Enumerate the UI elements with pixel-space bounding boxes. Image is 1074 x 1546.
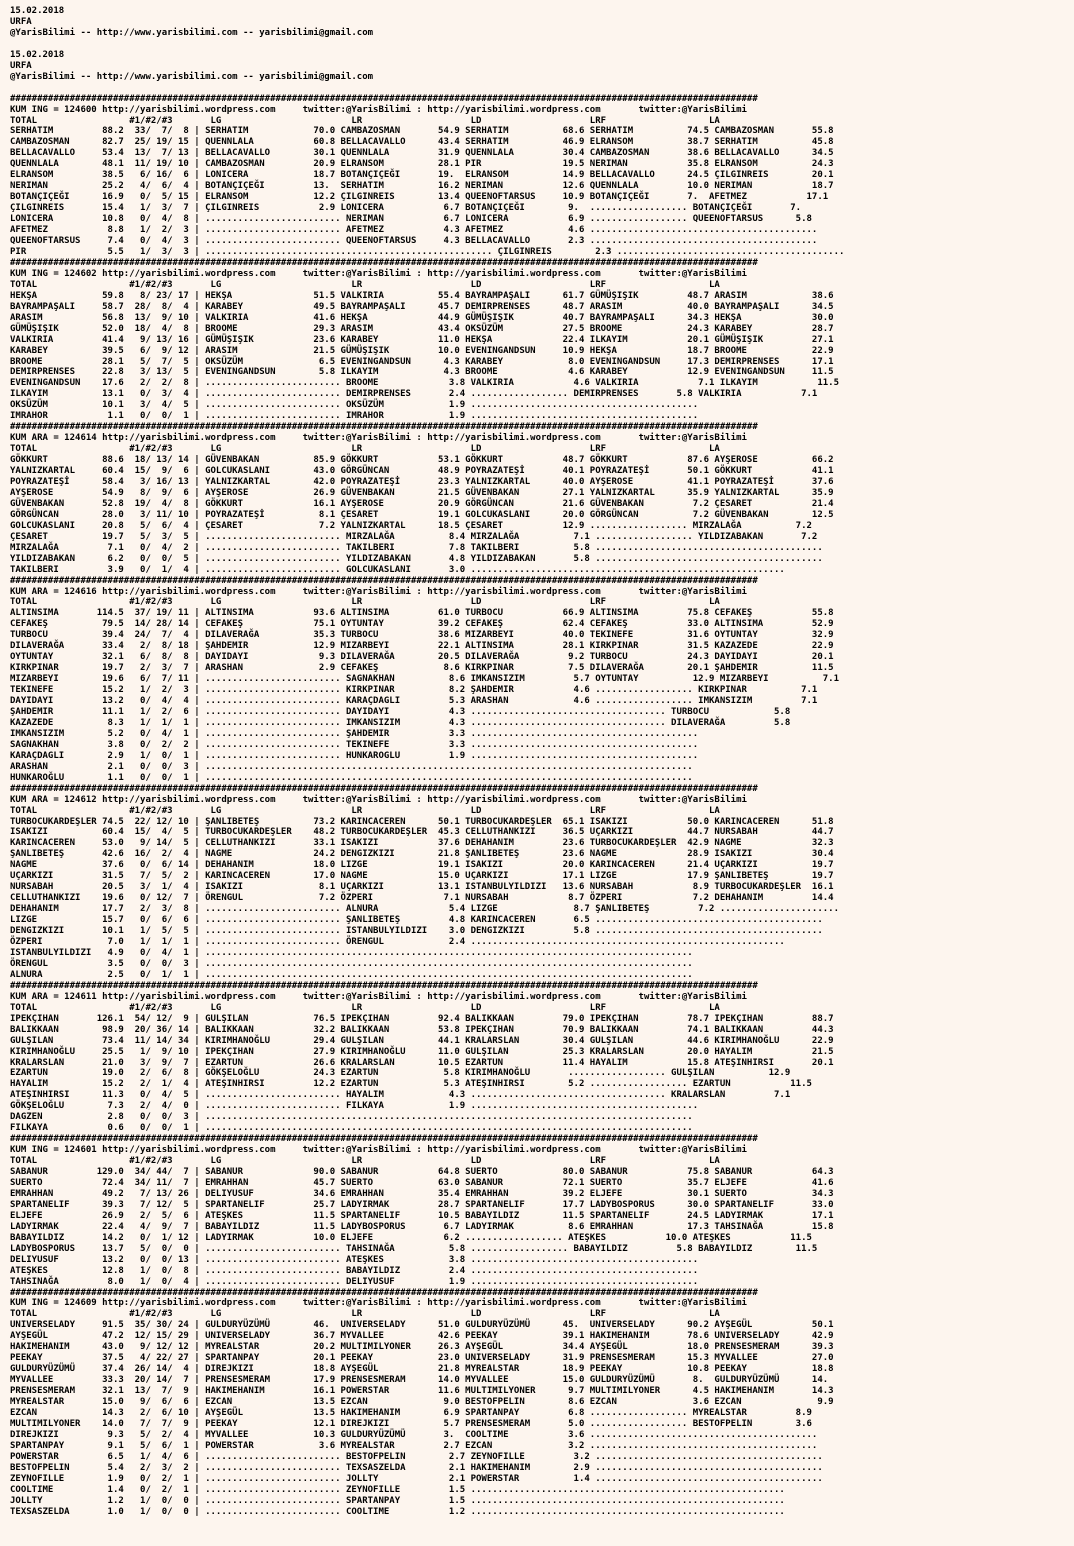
- table-row: QUENNLALA 48.1 11/ 19/ 10 | CAMBAZOSMAN 20.9 ELRANSOM 28.1 PIR 19.5 NERIMAN 35.8 ELRANSOM 24.3: [10, 159, 834, 170]
- table-row: UNIVERSELADY 91.5 35/ 30/ 24 | GULDURYÜZÜMÜ 46. UNIVERSELADY 51.0 GULDURYÜZÜMÜ 45. UNIVERSELADY 90.2 AYŞEGÜL 50.1: [10, 1320, 834, 1331]
- table-row: GÜMÜŞIŞIK 52.0 18/ 4/ 8 | BROOME 29.3 ARASIM 43.4 OKSÜZÜM 27.5 BROOME 24.3 KARABEY 28.7: [10, 323, 834, 334]
- table-row: BALIKKAAN 98.9 20/ 36/ 14 | BALIKKAAN 32.2 BALIKKAAN 53.8 IPEKÇIHAN 70.9 BALIKKAAN 74.1 BALIKKAAN 44.3: [10, 1024, 834, 1035]
- table-row: GULŞILAN 73.4 11/ 14/ 34 | KIRIMHANOĞLU 29.4 GULŞILAN 44.1 KRALARSLAN 30.4 GULŞILAN 44.6 KIRIMHANOĞLU 22.9: [10, 1035, 834, 1046]
- table-row: UÇARKIZI 31.5 7/ 5/ 2 | KARINCACEREN 17.0 NAGME 15.0 UÇARKIZI 17.1 LIZGE 17.9 ŞANLIBETEŞ 19.7: [10, 871, 834, 882]
- table-row: OKSÜZÜM 10.1 3/ 4/ 5 | ......................... OKSÜZÜM 1.9 ..........................................: [10, 400, 699, 411]
- table-row: EMRAHHAN 49.2 7/ 13/ 26 | DELIYUSUF 34.6 EMRAHHAN 35.4 EMRAHHAN 39.2 ELJEFE 30.1 SUERTO 34.3: [10, 1188, 834, 1199]
- separator-line: ##########################################################################################################################################: [10, 980, 758, 991]
- table-row: GÖRGÜNCAN 28.0 3/ 11/ 10 | POYRAZATEŞİ 8.1 ÇESARET 19.1 GOLCUKASLANI 20.0 GÖRGÜNCAN 7.2 GÜVENBAKAN 12.5: [10, 509, 834, 520]
- separator-line: ##########################################################################################################################################: [10, 575, 758, 586]
- race-header-line: KUM ING = 124609 http://yarisbilimi.wordpress.com twitter:@YarisBilimi : http://yarisbilimi.wordpress.com twitter:@YarisBilimi: [10, 1298, 747, 1309]
- table-row: JOLLTY 1.2 1/ 0/ 0 | ......................... SPARTANPAY 1.5 ..........................................................: [10, 1495, 785, 1506]
- separator-line: ##########################################################################################################################################: [10, 1287, 758, 1298]
- table-row: ELJEFE 26.9 2/ 5/ 6 | ATEŞKES 11.5 SPARTANELIF 10.5 BABAYILDIZ 11.5 SPARTANELIF 24.5 LADYIRMAK 17.1: [10, 1210, 834, 1221]
- table-row: CEFAKEŞ 79.5 14/ 28/ 14 | CEFAKEŞ 75.1 OYTUNTAY 39.2 CEFAKEŞ 62.4 CEFAKEŞ 33.0 ALTINSIMA 52.9: [10, 619, 834, 630]
- table-row: LADYBOSPORUS 13.7 5/ 0/ 0 | ......................... TAHSINAĞA 5.8 .................. BABAYILDIZ 5.8 BABAYILDIZ 11.5: [10, 1243, 818, 1254]
- table-row: MIRZALAĞA 7.1 0/ 4/ 2 | ......................... TAKILBERI 7.8 TAKILBERI 5.8 ..........................................: [10, 542, 823, 553]
- table-row: SPARTANELIF 39.3 7/ 12/ 5 | SPARTANELIF 25.7 LADYIRMAK 28.7 SPARTANELIF 17.7 LADYBOSPORUS 30.0 SPARTANELIF 33.0: [10, 1199, 834, 1210]
- table-row: YILDIZABAKAN 6.2 0/ 0/ 5 | ......................... YILDIZABAKAN 4.8 YILDIZABAKAN 5.8 ..........................................: [10, 553, 823, 564]
- header-date: 15.02.2018: [10, 6, 65, 16]
- separator-line: ##########################################################################################################################################: [10, 93, 758, 104]
- race-tables: [10, 94, 1074, 1518]
- table-row: KARABEY 39.5 6/ 9/ 12 | ARASIM 21.5 GÜMÜŞIŞIK 10.0 EVENINGANDSUN 10.9 HEKŞA 18.7 BROOME 22.9: [10, 345, 834, 356]
- table-row: ATEŞINHIRSI 11.3 0/ 4/ 5 | ......................... HAYALIM 4.3 .................................... KRALARSLAN 7.1: [10, 1090, 791, 1101]
- table-row: TAKILBERI 3.9 0/ 1/ 4 | ......................... GOLCUKASLANI 3.0 ..........................................................: [10, 564, 785, 575]
- table-row: ARASIM 56.8 13/ 9/ 10 | VALKIRIA 41.6 HEKŞA 44.9 GÜMÜŞIŞIK 40.7 BAYRAMPAŞALI 34.3 HEKŞA 30.0: [10, 312, 834, 323]
- table-row: DEMIRPRENSES 22.8 3/ 13/ 5 | EVENINGANDSUN 5.8 ILKAYIM 4.3 BROOME 4.6 KARABEY 12.9 EVENINGANDSUN 11.5: [10, 367, 834, 378]
- table-row: ARASHAN 2.1 0/ 0/ 3 | ..........................................................................................: [10, 761, 693, 772]
- table-row: POWERSTAR 6.5 1/ 4/ 6 | ......................... BESTOFPELIN 2.7 ZEYNOFILLE 3.2 ..........................................: [10, 1451, 823, 1462]
- table-row: ISTANBULYILDIZI 4.9 0/ 4/ 1 | ..........................................................................................: [10, 947, 693, 958]
- table-row: LIZGE 15.7 0/ 6/ 6 | ......................... ŞANLIBETEŞ 4.8 KARINCACEREN 6.5 ..........................................: [10, 915, 823, 926]
- header-contact: @YarisBilimi -- http://www.yarisbilimi.com -- yarisbilimi@gmail.com: [10, 71, 374, 82]
- table-row: MULTIMILYONER 14.0 7/ 7/ 9 | PEEKAY 12.1 DIREJKIZI 5.7 PRENSESMERAM 5.0 .................. BESTOFPELIN 3.6: [10, 1418, 812, 1429]
- table-row: GULDURYÜZÜMÜ 37.4 26/ 14/ 4 | DIREJKIZI 18.8 AYŞEGÜL 21.8 MYREALSTAR 18.9 PEEKAY 10.8 PEEKAY 18.8: [10, 1364, 834, 1375]
- table-row: AYŞEROSE 54.9 8/ 9/ 6 | AYŞEROSE 26.9 GÜVENBAKAN 21.5 GÜVENBAKAN 27.1 YALNIZKARTAL 35.9 YALNIZKARTAL 35.9: [10, 487, 834, 498]
- table-row: KRALARSLAN 21.0 3/ 9/ 7 | EZARTUN 26.6 KRALARSLAN 10.5 EZARTUN 11.4 HAYALIM 15.8 ATEŞINHIRSI 20.1: [10, 1057, 834, 1068]
- table-row: IPEKÇIHAN 126.1 54/ 12/ 9 | GULŞILAN 76.5 IPEKÇIHAN 92.4 BALIKKAAN 79.0 IPEKÇIHAN 78.7 IPEKÇIHAN 88.7: [10, 1013, 834, 1024]
- table-row: HUNKAROĞLU 1.1 0/ 0/ 1 | ..........................................................................................: [10, 772, 693, 783]
- table-row: VALKIRIA 41.4 9/ 13/ 16 | GÜMÜŞIŞIK 23.6 KARABEY 11.0 HEKŞA 22.4 ILKAYIM 20.1 GÜMÜŞIŞIK 27.1: [10, 334, 834, 345]
- table-row: LONICERA 10.8 0/ 4/ 8 | ......................... NERIMAN 6.7 LONICERA 6.9 .................. QUEENOFTARSUS 5.8: [10, 214, 812, 225]
- table-row: GOLCUKASLANI 20.8 5/ 6/ 4 | ÇESARET 7.2 YALNIZKARTAL 18.5 ÇESARET 12.9 .................. MIRZALAĞA 7.2: [10, 520, 812, 531]
- table-row: ATEŞKES 12.8 1/ 0/ 8 | ......................... BABAYILDIZ 2.4 ..........................................: [10, 1265, 699, 1276]
- table-row: AYŞEGÜL 47.2 12/ 15/ 29 | UNIVERSELADY 36.7 MYVALLEE 42.6 PEEKAY 39.1 HAKIMEHANIM 78.6 UNIVERSELADY 42.9: [10, 1331, 834, 1342]
- table-row: DAGZEN 2.8 0/ 0/ 3 | ..........................................................................................: [10, 1112, 693, 1123]
- header-city: URFA: [10, 60, 32, 71]
- table-row: DIREJKIZI 9.3 5/ 2/ 4 | MYVALLEE 10.3 GULDURYÜZÜMÜ 3. COOLTIME 3.6 ..........................................: [10, 1429, 818, 1440]
- table-row: ZEYNOFILLE 1.9 0/ 2/ 1 | ......................... JOLLTY 2.1 POWERSTAR 1.4 ..........................................: [10, 1473, 823, 1484]
- table-row: DEHAHANIM 17.7 2/ 3/ 8 | ......................... ALNURA 5.4 LIZGE 8.7 ŞANLIBETEŞ 7.2 ......................: [10, 904, 840, 915]
- header-city: URFA: [10, 16, 32, 27]
- table-row: HAYALIM 15.2 2/ 1/ 4 | ATEŞINHIRSI 12.2 EZARTUN 5.3 ATEŞINHIRSI 5.2 .................. EZARTUN 11.5: [10, 1079, 812, 1090]
- table-row: NAGME 37.6 0/ 6/ 14 | DEHAHANIM 18.0 LIZGE 19.1 ISAKIZI 20.0 KARINCACEREN 21.4 UÇARKIZI 19.7: [10, 860, 834, 871]
- table-row: CELLUTHANKIZI 19.6 0/ 12/ 7 | ÖRENGUL 7.2 ÖZPERI 7.1 NURSABAH 8.7 ÖZPERI 7.2 DEHAHANIM 14.4: [10, 893, 834, 904]
- table-row: KARAÇDAGLI 2.9 1/ 0/ 1 | ......................... HUNKAROGLU 1.9 ..........................................: [10, 750, 699, 761]
- separator-line: ##########################################################################################################################################: [10, 422, 758, 433]
- table-row: TEXSASZELDA 1.0 1/ 0/ 0 | ......................... COOLTIME 1.2 ..........................................................: [10, 1506, 785, 1517]
- table-row: BESTOFPELIN 5.4 2/ 3/ 2 | ......................... TEXSASZELDA 2.1 HAKIMEHANIM 2.9 ..........................................: [10, 1462, 823, 1473]
- table-row: SERHATIM 88.2 33/ 7/ 8 | SERHATIM 70.0 CAMBAZOSMAN 54.9 SERHATIM 68.6 SERHATIM 74.5 CAMBAZOSMAN 55.8: [10, 126, 834, 137]
- table-row: ŞAHDEMIR 11.1 1/ 2/ 6 | ......................... DAYIDAYI 4.3 .................................... TURBOCU 5.8: [10, 707, 791, 717]
- table-row: AFETMEZ 8.8 1/ 2/ 3 | ......................... AFETMEZ 4.3 AFETMEZ 4.6 ..........................................: [10, 225, 818, 236]
- table-row: ISAKIZI 60.4 15/ 4/ 5 | TURBOCUKARDEŞLER 48.2 TURBOCUKARDEŞLER 45.3 CELLUTHANKIZI 36.5 UÇARKIZI 44.7 NURSABAH 44.7: [10, 827, 834, 838]
- table-row: KIRKPINAR 19.7 2/ 3/ 7 | ARASHAN 2.9 CEFAKEŞ 8.6 KIRKPINAR 7.5 DILAVERAĞA 20.1 ŞAHDEMIR 11.5: [10, 663, 834, 674]
- table-row: ÇESARET 19.7 5/ 3/ 5 | ......................... MIRZALAĞA 8.4 MIRZALAĞA 7.1 .................. YILDIZABAKAN 7.2: [10, 531, 818, 542]
- table-row: SPARTANPAY 9.1 5/ 6/ 1 | POWERSTAR 3.6 MYREALSTAR 2.7 EZCAN 3.2 ..........................................: [10, 1440, 818, 1451]
- race-header-line: KUM ARA = 124614 http://yarisbilimi.wordpress.com twitter:@YarisBilimi : http://yarisbilimi.wordpress.com twitter:@YarisBilimi: [10, 433, 747, 444]
- table-row: TOTAL #1/#2/#3 LG LR LD LRF LA: [10, 1002, 720, 1013]
- table-row: NERIMAN 25.2 4/ 6/ 4 | BOTANÇIÇEĞI 13. SERHATIM 16.2 NERIMAN 12.6 QUENNLALA 10.0 NERIMAN 18.7: [10, 181, 834, 192]
- table-row: MIZARBEYI 19.6 6/ 7/ 11 | ......................... SAGNAKHAN 8.6 IMKANSIZIM 5.7 OYTUNTAY 12.9 MIZARBEYI 7.1: [10, 674, 840, 685]
- separator-line: ##########################################################################################################################################: [10, 257, 758, 268]
- table-row: COOLTIME 1.4 0/ 2/ 1 | ......................... ZEYNOFILLE 1.5 ..........................................................: [10, 1484, 785, 1495]
- table-row: GÖKŞELOĞLU 7.3 2/ 4/ 0 | ......................... FILKAYA 1.9 ..........................................: [10, 1101, 699, 1112]
- table-row: LADYIRMAK 22.4 4/ 9/ 7 | BABAYILDIZ 11.5 LADYBOSPORUS 6.7 LADYIRMAK 8.6 EMRAHHAN 17.3 TAHSINAĞA 15.8: [10, 1221, 834, 1232]
- separator-line: ##########################################################################################################################################: [10, 1134, 758, 1145]
- table-row: CAMBAZOSMAN 82.7 25/ 19/ 15 | QUENNLALA 60.8 BELLACAVALLO 43.4 SERHATIM 46.9 ELRANSOM 38.7 SERHATIM 45.8: [10, 137, 834, 148]
- table-row: ILKAYIM 13.1 0/ 3/ 4 | ......................... DEMIRPRENSES 2.4 .................. DEMIRPRENSES 5.8 VALKIRIA 7.1: [10, 389, 818, 400]
- header-contact: @YarisBilimi -- http://www.yarisbilimi.com -- yarisbilimi@gmail.com: [10, 27, 374, 38]
- table-row: TURBOCU 39.4 24/ 7/ 4 | DILAVERAĞA 35.3 TURBOCU 38.6 MIZARBEYI 40.0 TEKINEFE 31.6 OYTUNTAY 32.9: [10, 630, 834, 641]
- table-row: BAYRAMPAŞALI 58.7 28/ 8/ 4 | KARABEY 49.5 BAYRAMPAŞALI 45.7 DEMIRPRENSES 48.7 ARASIM 40.0 BAYRAMPAŞALI 34.5: [10, 301, 834, 312]
- table-row: KIRIMHANOĞLU 25.5 1/ 9/ 10 | IPEKÇIHAN 27.9 KIRIMHANOĞLU 11.0 GULŞILAN 25.3 KRALARSLAN 20.0 HAYALIM 21.5: [10, 1046, 834, 1057]
- table-row: PIR 5.5 1/ 3/ 3 | ..................................................... ÇILGINREIS 2.3 ..........................................: [10, 246, 845, 257]
- table-row: SAGNAKHAN 3.8 0/ 2/ 2 | ......................... TEKINEFE 3.3 ..........................................: [10, 739, 699, 750]
- table-row: TOTAL #1/#2/#3 LG LR LD LRF LA: [10, 1309, 720, 1320]
- table-row: ÖZPERI 7.0 1/ 1/ 1 | ......................... ÖRENGUL 2.4 ..........................................................: [10, 937, 785, 948]
- table-row: BABAYILDIZ 14.2 0/ 1/ 12 | LADYIRMAK 10.0 ELJEFE 6.2 .................. ATEŞKES 10.0 ATEŞKES 11.5: [10, 1232, 812, 1243]
- table-row: EZARTUN 19.0 2/ 6/ 8 | GÖKŞELOĞLU 24.3 EZARTUN 5.8 KIRIMHANOĞLU .................. GULŞILAN 12.9: [10, 1068, 791, 1079]
- table-row: DELIYUSUF 13.2 0/ 0/ 13 | ......................... ATEŞKES 3.8 ..........................................: [10, 1254, 699, 1265]
- table-row: TOTAL #1/#2/#3 LG LR LD LRF LA: [10, 597, 720, 608]
- table-row: QUEENOFTARSUS 7.4 0/ 4/ 3 | ......................... QUEENOFTARSUS 4.3 BELLACAVALLO 2.3 ..........................................: [10, 236, 818, 247]
- table-row: TURBOCUKARDEŞLER 74.5 22/ 12/ 10 | ŞANLIBETEŞ 73.2 KARINCACEREN 50.1 TURBOCUKARDEŞLER 65.1 ISAKIZI 50.0 KARINCACEREN 51.8: [10, 816, 834, 827]
- table-row: TEKINEFE 15.2 1/ 2/ 3 | ......................... KIRKPINAR 8.2 ŞAHDEMIR 4.6 .................. KIRKPINAR 7.1: [10, 685, 818, 696]
- table-row: DENGIZKIZI 10.1 1/ 5/ 5 | ......................... ISTANBULYILDIZI 3.0 DENGIZKIZI 5.8 ..........................................: [10, 926, 823, 937]
- table-row: MYVALLEE 33.3 20/ 14/ 7 | PRENSESMERAM 17.9 PRENSESMERAM 14.0 MYVALLEE 15.0 GULDURYÜZÜMÜ 8. GULDURYÜZÜMÜ 14.: [10, 1375, 829, 1386]
- table-row: ELRANSOM 38.5 6/ 16/ 6 | LONICERA 18.7 BOTANÇIÇEĞI 19. ELRANSOM 14.9 BELLACAVALLO 24.5 ÇILGINREIS 20.1: [10, 170, 834, 181]
- table-row: DILAVERAĞA 33.4 2/ 8/ 18 | ŞAHDEMIR 12.9 MIZARBEYI 22.1 ALTINSIMA 28.1 KIRKPINAR 31.5 KAZAZEDE 22.9: [10, 641, 834, 652]
- table-row: BELLACAVALLO 53.4 13/ 7/ 13 | BELLACAVALLO 30.1 QUENNLALA 31.9 QUENNLALA 30.4 CAMBAZOSMAN 38.6 BELLACAVALLO 34.5: [10, 148, 834, 159]
- table-row: SUERTO 72.4 34/ 11/ 7 | EMRAHHAN 45.7 SUERTO 63.0 SABANUR 72.1 SUERTO 35.7 ELJEFE 41.6: [10, 1177, 834, 1188]
- race-header-line: KUM ARA = 124612 http://yarisbilimi.wordpress.com twitter:@YarisBilimi : http://yarisbilimi.wordpress.com twitter:@YarisBilimi: [10, 794, 747, 805]
- table-row: GÖKKURT 88.6 18/ 13/ 14 | GÜVENBAKAN 85.9 GÖKKURT 53.1 GÖKKURT 48.7 GÖKKURT 87.6 AYŞEROSE 66.2: [10, 455, 834, 466]
- table-row: FILKAYA 0.6 0/ 0/ 1 | ..........................................................................................: [10, 1123, 693, 1134]
- table-row: GÜVENBAKAN 52.8 19/ 4/ 8 | GÖKKURT 16.1 AYŞEROSE 20.9 GÖRGÜNCAN 21.6 GÜVENBAKAN 7.2 ÇESARET 21.4: [10, 498, 834, 509]
- table-row: TOTAL #1/#2/#3 LG LR LD LRF LA: [10, 115, 720, 126]
- header-date: 15.02.2018: [10, 49, 65, 60]
- table-row: IMRAHOR 1.1 0/ 0/ 1 | ......................... IMRAHOR 1.9 ..........................................: [10, 411, 699, 422]
- table-row: TOTAL #1/#2/#3 LG LR LD LRF LA: [10, 444, 720, 455]
- table-row: ÖRENGUL 3.5 0/ 0/ 3 | ..........................................................................................: [10, 958, 693, 969]
- table-row: TOTAL #1/#2/#3 LG LR LD LRF LA: [10, 1156, 720, 1167]
- table-row: IMKANSIZIM 5.2 0/ 4/ 1 | ......................... ŞAHDEMIR 3.3 ..........................................: [10, 728, 699, 739]
- table-row: KAZAZEDE 8.3 1/ 1/ 1 | ......................... IMKANSIZIM 4.3 .................................... DILAVERAĞA 5.8: [10, 717, 791, 728]
- table-row: NURSABAH 20.5 3/ 1/ 4 | ISAKIZI 8.1 UÇARKIZI 13.1 ISTANBULYILDIZI 13.6 NURSABAH 8.9 TURBOCUKARDEŞLER 16.1: [10, 882, 834, 893]
- table-row: PEEKAY 37.5 4/ 22/ 27 | SPARTANPAY 20.1 PEEKAY 23.0 UNIVERSELADY 31.9 PRENSESMERAM 15.3 MYVALLEE 27.0: [10, 1353, 834, 1364]
- table-row: YALNIZKARTAL 60.4 15/ 9/ 6 | GOLCUKASLANI 43.0 GÖRGÜNCAN 48.9 POYRAZATEŞİ 40.1 POYRAZATEŞİ 50.1 GÖKKURT 41.1: [10, 466, 834, 477]
- table-row: ALNURA 2.5 0/ 1/ 1 | ..........................................................................................: [10, 969, 693, 980]
- table-row: HAKIMEHANIM 43.0 9/ 12/ 12 | MYREALSTAR 20.2 MULTIMILYONER 26.3 AYŞEGÜL 34.4 AYŞEGÜL 18.0 PRENSESMERAM 39.3: [10, 1342, 834, 1353]
- table-row: OYTUNTAY 32.1 6/ 8/ 8 | DAYIDAYI 9.3 DILAVERAĞA 20.5 DILAVERAĞA 9.2 TURBOCU 24.3 DAYIDAYI 20.1: [10, 652, 834, 663]
- table-row: BROOME 28.1 5/ 7/ 5 | OKSÜZÜM 6.5 EVENINGANDSUN 4.3 KARABEY 8.0 EVENINGANDSUN 17.3 DEMIRPRENSES 17.1: [10, 356, 834, 367]
- table-row: ÇILGINREIS 15.4 1/ 3/ 7 | ÇILGINREIS 2.9 LONICERA 6.7 BOTANÇIÇEĞI 9. .................. BOTANÇIÇEĞI 7.: [10, 203, 802, 214]
- table-row: BOTANÇIÇEĞI 16.9 0/ 5/ 15 | ELRANSOM 12.2 ÇILGINREIS 13.4 QUEENOFTARSUS 10.9 BOTANÇIÇEĞI 7. AFETMEZ 17.1: [10, 192, 829, 203]
- table-row: SABANUR 129.0 34/ 44/ 7 | SABANUR 90.0 SABANUR 64.8 SUERTO 80.0 SABANUR 75.8 SABANUR 64.3: [10, 1167, 834, 1178]
- table-row: EZCAN 14.3 2/ 6/ 10 | AYŞEGÜL 13.5 HAKIMEHANIM 6.9 SPARTANPAY 6.8 .................. MYREALSTAR 8.9: [10, 1408, 812, 1418]
- race-header-line: KUM ARA = 124616 http://yarisbilimi.wordpress.com twitter:@YarisBilimi : http://yarisbilimi.wordpress.com twitter:@YarisBilimi: [10, 586, 747, 597]
- table-row: HEKŞA 59.8 8/ 23/ 17 | HEKŞA 51.5 VALKIRIA 55.4 BAYRAMPAŞALI 61.7 GÜMÜŞIŞIK 48.7 ARASIM 38.6: [10, 290, 834, 301]
- table-row: PRENSESMERAM 32.1 13/ 7/ 9 | HAKIMEHANIM 16.1 POWERSTAR 11.6 MULTIMILYONER 9.7 MULTIMILYONER 4.5 HAKIMEHANIM 14.3: [10, 1386, 834, 1397]
- race-header-line: KUM ING = 124600 http://yarisbilimi.wordpress.com twitter:@YarisBilimi : http://yarisbilimi.wordpress.com twitter:@YarisBilimi: [10, 104, 747, 115]
- race-header-line: KUM ING = 124601 http://yarisbilimi.wordpress.com twitter:@YarisBilimi : http://yarisbilimi.wordpress.com twitter:@YarisBilimi: [10, 1145, 747, 1156]
- table-row: EVENINGANDSUN 17.6 2/ 2/ 8 | ......................... BROOME 3.8 VALKIRIA 4.6 VALKIRIA 7.1 ILKAYIM 11.5: [10, 378, 840, 389]
- table-row: MYREALSTAR 15.0 9/ 6/ 6 | EZCAN 13.5 EZCAN 9.0 BESTOFPELIN 8.6 EZCAN 3.6 EZCAN 9.9: [10, 1397, 834, 1408]
- table-row: KARINCACEREN 53.0 9/ 14/ 5 | CELLUTHANKIZI 33.1 ISAKIZI 37.6 DEHAHANIM 23.6 TURBOCUKARDEŞLER 42.9 NAGME 32.3: [10, 838, 834, 849]
- table-row: TAHSINAĞA 8.0 1/ 0/ 4 | ......................... DELIYUSUF 1.9 ..........................................: [10, 1276, 699, 1287]
- race-header-line: KUM ING = 124602 http://yarisbilimi.wordpress.com twitter:@YarisBilimi : http://yarisbilimi.wordpress.com twitter:@YarisBilimi: [10, 268, 747, 279]
- table-row: DAYIDAYI 13.2 0/ 4/ 4 | ......................... KARAÇDAGLI 5.3 ARASHAN 4.6 .................. IMKANSIZIM 7.1: [10, 696, 818, 707]
- table-row: TOTAL #1/#2/#3 LG LR LD LRF LA: [10, 805, 720, 816]
- table-row: TOTAL #1/#2/#3 LG LR LD LRF LA: [10, 279, 720, 290]
- separator-line: ##########################################################################################################################################: [10, 783, 758, 794]
- table-row: ŞANLIBETEŞ 42.6 16/ 2/ 4 | NAGME 24.2 DENGIZKIZI 21.8 ŞANLIBETEŞ 23.6 NAGME 28.9 ISAKIZI 30.4: [10, 849, 834, 860]
- table-row: ALTINSIMA 114.5 37/ 19/ 11 | ALTINSIMA 93.6 ALTINSIMA 61.0 TURBOCU 66.9 ALTINSIMA 75.8 CEFAKEŞ 55.8: [10, 608, 834, 619]
- table-row: POYRAZATEŞİ 58.4 3/ 16/ 13 | YALNIZKARTAL 42.0 POYRAZATEŞİ 23.3 YALNIZKARTAL 40.0 AYŞEROSE 41.1 POYRAZATEŞİ 37.6: [10, 476, 834, 487]
- race-header-line: KUM ARA = 124611 http://yarisbilimi.wordpress.com twitter:@YarisBilimi : http://yarisbilimi.wordpress.com twitter:@YarisBilimi: [10, 991, 747, 1002]
